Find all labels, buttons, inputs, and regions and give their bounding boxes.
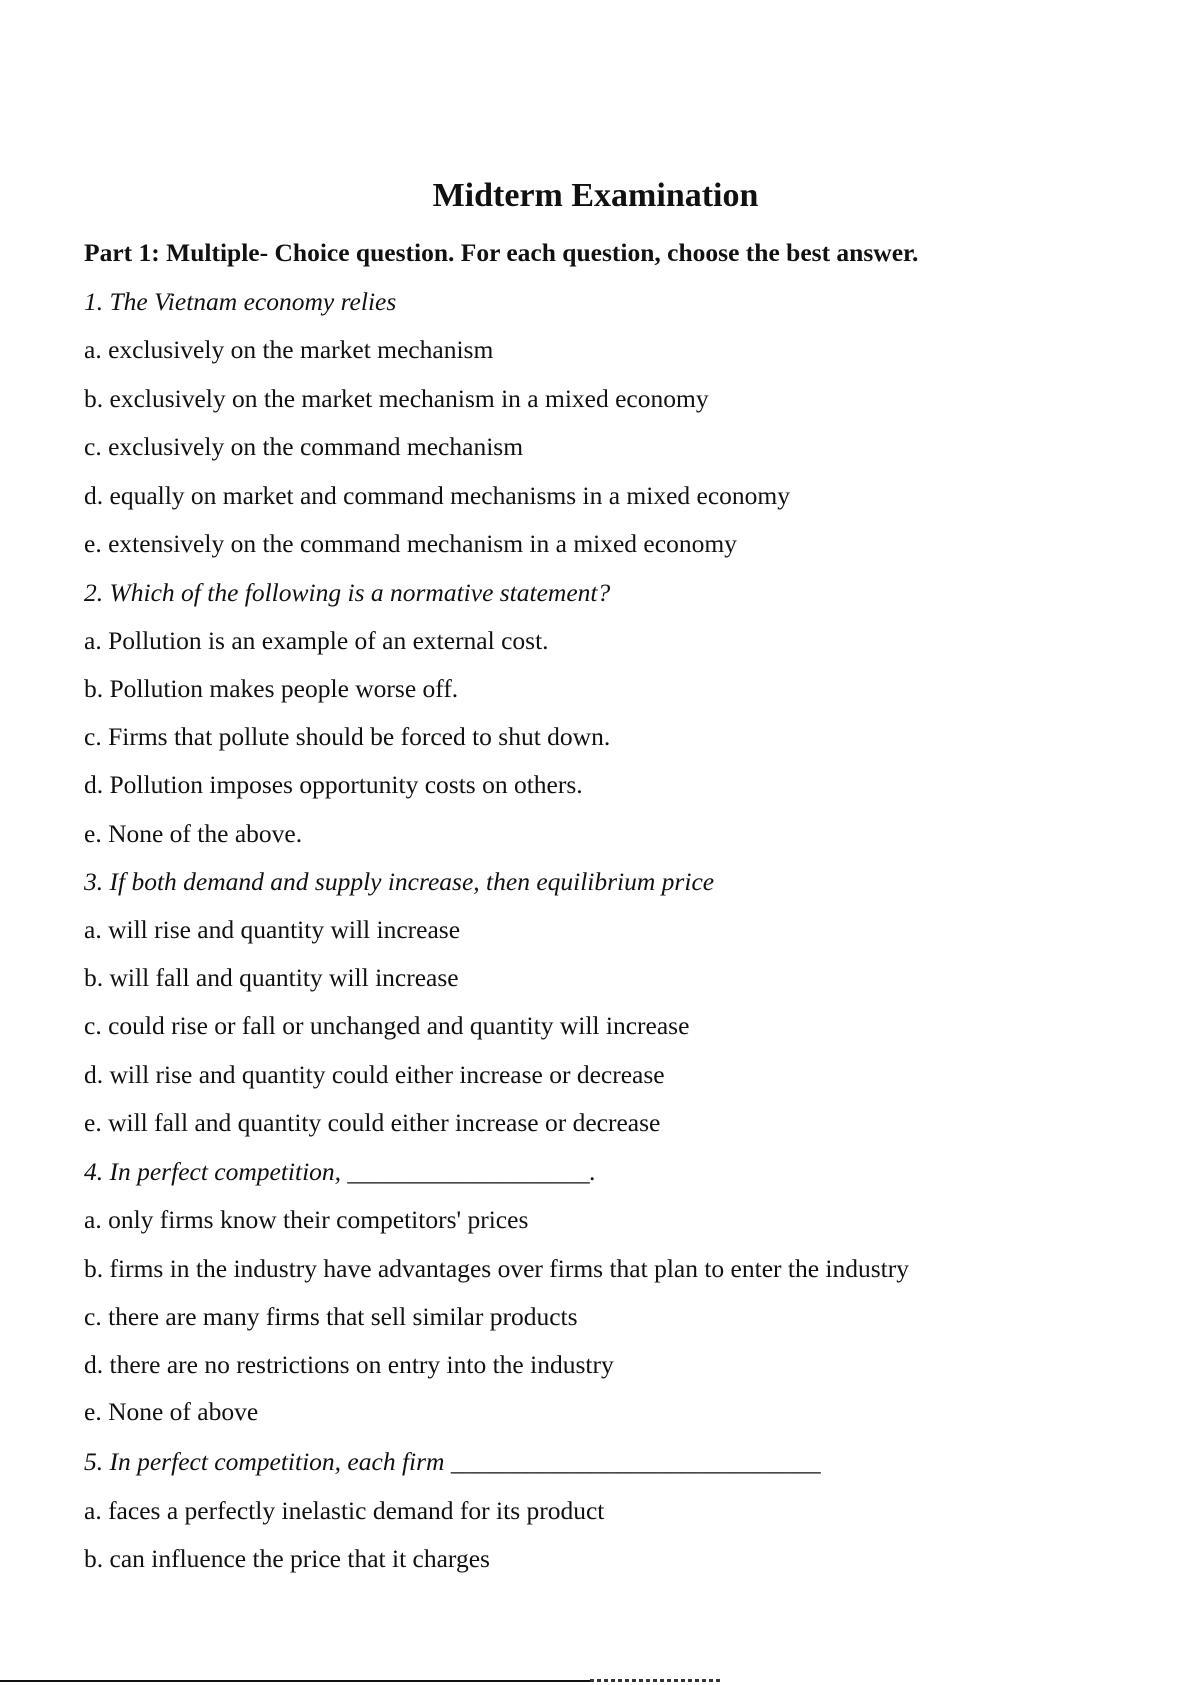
page-bottom-rule xyxy=(0,1680,590,1682)
option-4c: c. there are many firms that sell similar products xyxy=(84,1302,578,1331)
option-3b: b. will fall and quantity will increase xyxy=(84,963,459,992)
option-1c: c. exclusively on the command mechanism xyxy=(84,432,524,461)
option-3d: d. will rise and quantity could either increase or decrease xyxy=(84,1060,665,1089)
option-5a: a. faces a perfectly inelastic demand for its product xyxy=(84,1496,605,1525)
question-2: 2. Which of the following is a normative statement? xyxy=(84,578,611,607)
option-2b: b. Pollution makes people worse off. xyxy=(84,674,459,703)
page-title: Midterm Examination xyxy=(432,177,759,214)
option-4e: e. None of above xyxy=(84,1397,259,1426)
part-heading: Part 1: Multiple- Choice question. For each question, choose the best answer. xyxy=(84,238,919,267)
option-3c: c. could rise or fall or unchanged and quantity will increase xyxy=(84,1011,690,1040)
page-bottom-marks xyxy=(590,1679,720,1682)
option-1b: b. exclusively on the market mechanism in a mixed economy xyxy=(84,384,709,413)
option-2d: d. Pollution imposes opportunity costs on others. xyxy=(84,770,583,799)
option-2c: c. Firms that pollute should be forced to shut down. xyxy=(84,722,611,751)
question-4: 4. In perfect competition, ___________________. xyxy=(84,1157,597,1186)
option-2a: a. Pollution is an example of an external cost. xyxy=(84,626,549,655)
option-3a: a. will rise and quantity will increase xyxy=(84,915,461,944)
option-1d: d. equally on market and command mechanisms in a mixed economy xyxy=(84,481,791,510)
question-3: 3. If both demand and supply increase, then equilibrium price xyxy=(84,867,715,896)
option-2e: e. None of the above. xyxy=(84,819,303,848)
question-1: 1. The Vietnam economy relies xyxy=(84,287,397,316)
option-4d: d. there are no restrictions on entry into the industry xyxy=(84,1350,614,1379)
option-5b: b. can influence the price that it charges xyxy=(84,1544,490,1573)
option-4b: b. firms in the industry have advantages over firms that plan to enter the industry xyxy=(84,1254,910,1283)
question-5: 5. In perfect competition, each firm _____________________________ xyxy=(84,1447,821,1476)
option-4a: a. only firms know their competitors' prices xyxy=(84,1205,529,1234)
option-1a: a. exclusively on the market mechanism xyxy=(84,335,494,364)
option-3e: e. will fall and quantity could either increase or decrease xyxy=(84,1108,661,1137)
option-1e: e. extensively on the command mechanism in a mixed economy xyxy=(84,529,737,558)
